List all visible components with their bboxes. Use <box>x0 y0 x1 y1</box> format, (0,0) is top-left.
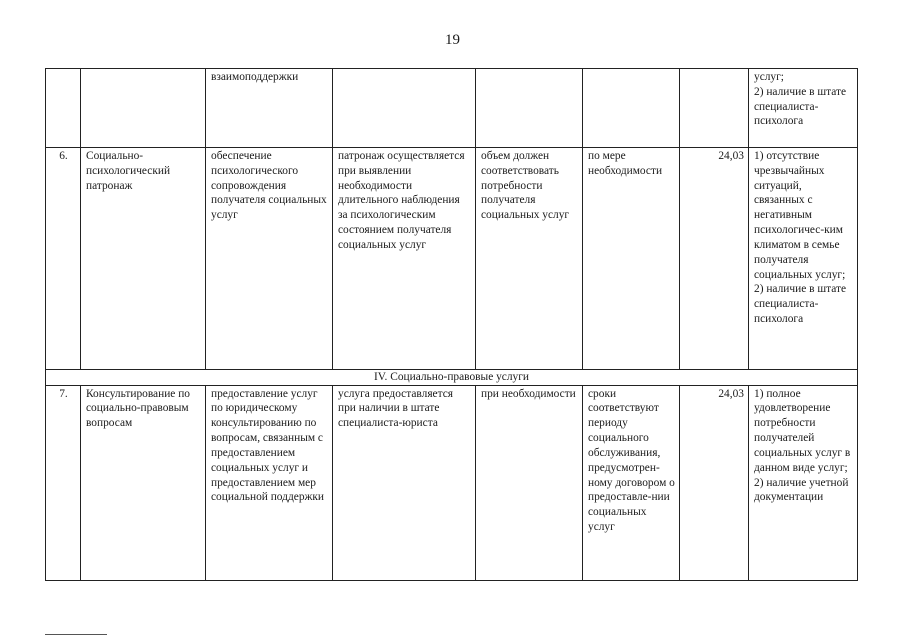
service-volume: объем должен соответствовать потребности получателя социальных услуг <box>476 148 583 370</box>
service-name: Консультирование по социально-правовым вопросам <box>81 385 206 580</box>
service-cost <box>680 69 749 148</box>
service-cost: 24,03 <box>680 385 749 580</box>
service-terms: по мере необходимости <box>583 148 680 370</box>
footnote-separator <box>45 634 107 635</box>
service-volume <box>476 69 583 148</box>
service-description: услуга предоставляется при наличии в штате специалиста-юриста <box>333 385 476 580</box>
table-row-7 <box>46 385 858 580</box>
service-name <box>81 69 206 148</box>
section-header-row <box>46 370 858 386</box>
service-criteria: 1) отсутствие чрезвычайных ситуаций, связанных с негативным психологичес-ким климатом в семье получателя социальных услуг; 2) наличие в штате специалиста-психолога <box>749 148 858 370</box>
row-number: 6. <box>46 148 81 370</box>
service-name: Социально-психологический патронаж <box>81 148 206 370</box>
service-terms <box>583 69 680 148</box>
page-number: 19 <box>445 32 460 48</box>
table-row-continuation <box>46 69 858 148</box>
service-volume: при необходимости <box>476 385 583 580</box>
section-title: IV. Социально-правовые услуги <box>46 370 858 386</box>
service-content: обеспечение психологического сопровождения получателя социальных услуг <box>206 148 333 370</box>
service-criteria: 1) полное удовлетворение потребности получателей социальных услуг в данном виде услуг; 2) наличие учетной документации <box>749 385 858 580</box>
service-content: взаимоподдержки <box>206 69 333 148</box>
service-description <box>333 69 476 148</box>
row-number <box>46 69 81 148</box>
service-criteria: услуг; 2) наличие в штате специалиста-психолога <box>749 69 858 148</box>
row-number: 7. <box>46 385 81 580</box>
service-content: предоставление услуг по юридическому консультированию по вопросам, связанным с предоставлением социальных услуг и предоставлением мер социальной поддержки <box>206 385 333 580</box>
service-terms: сроки соответствуют периоду социального обслуживания, предусмотрен-ному договором о предоставле-нии социальных услуг <box>583 385 680 580</box>
service-cost: 24,03 <box>680 148 749 370</box>
table-row-6 <box>46 148 858 370</box>
service-description: патронаж осуществляется при выявлении необходимости длительного наблюдения за психологическим состоянием получателя социальных услуг <box>333 148 476 370</box>
services-table <box>45 68 858 581</box>
